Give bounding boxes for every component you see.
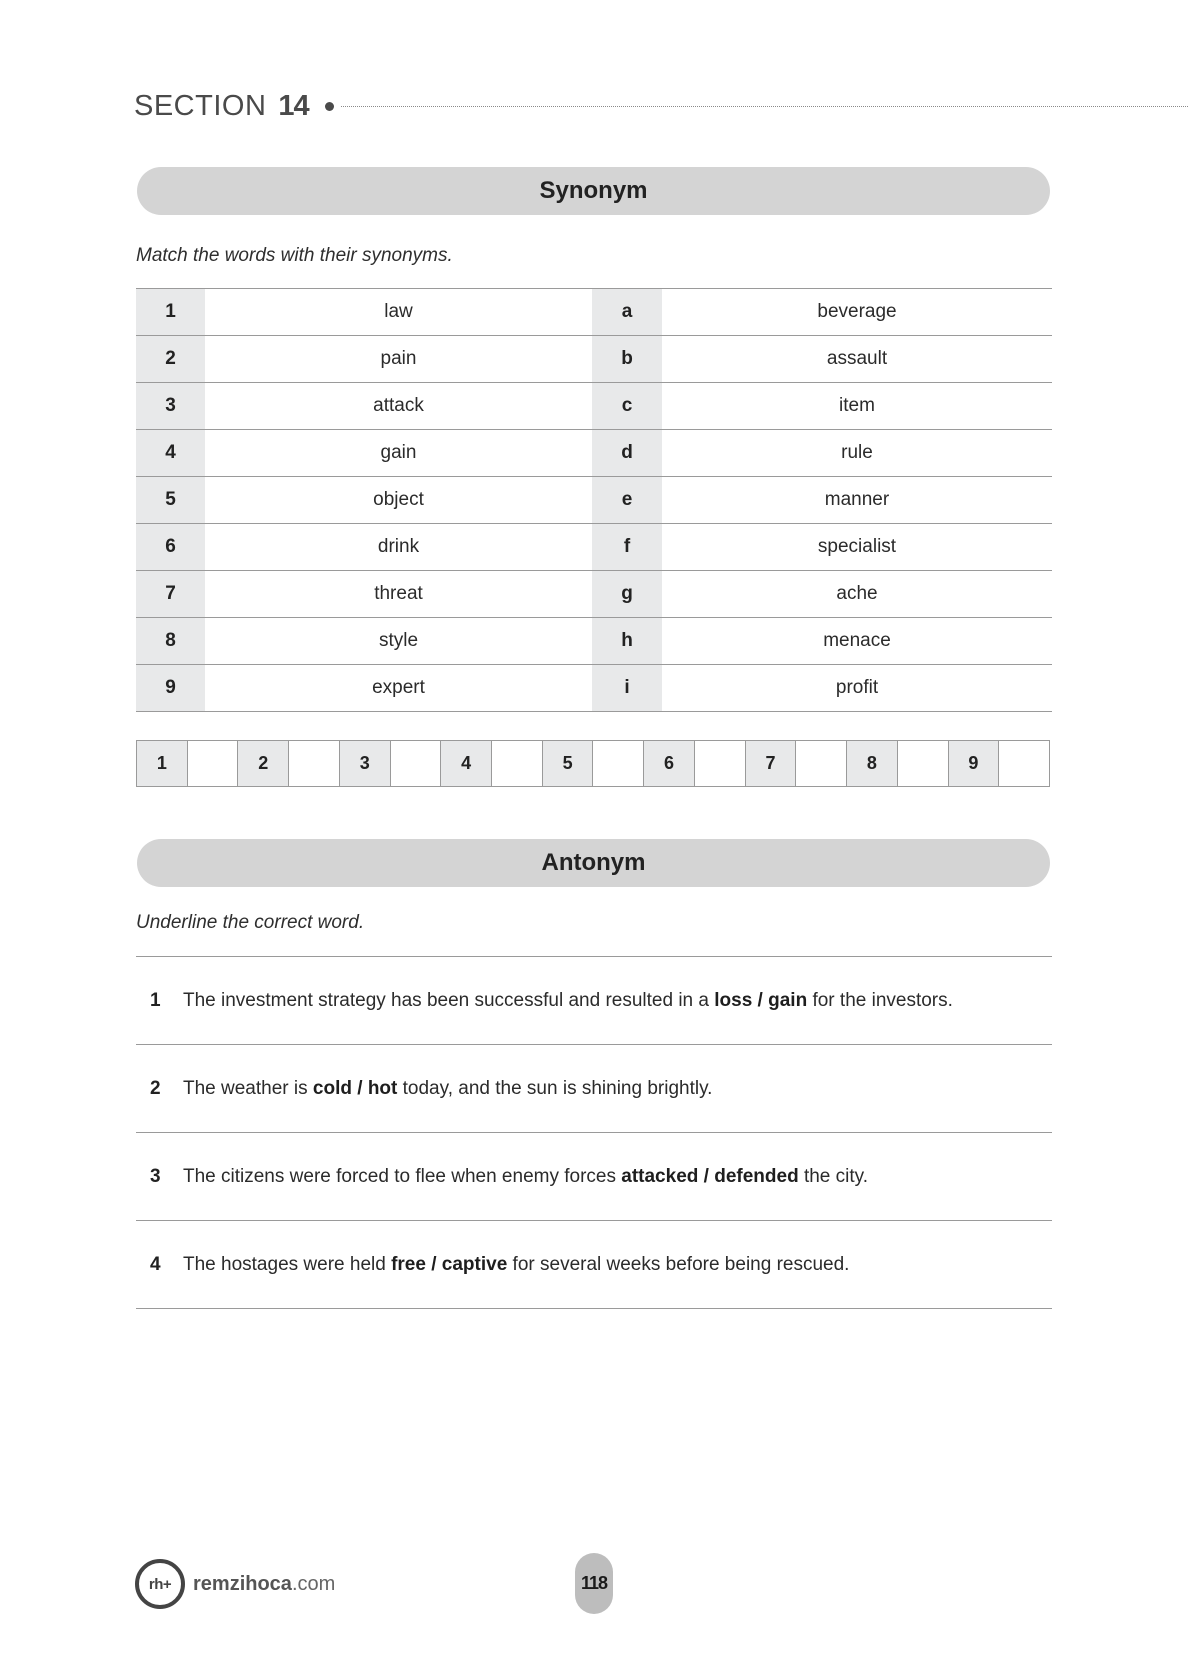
bullet-dot-icon — [325, 102, 334, 111]
brand-domain: .com — [291, 1572, 336, 1595]
option-separator: / — [351, 1077, 368, 1099]
word-number: 8 — [136, 618, 205, 664]
synonym-word: profit — [835, 677, 879, 698]
option-a[interactable]: loss — [714, 989, 753, 1011]
antonym-item — [136, 1133, 1052, 1221]
sentence-after: for several weeks before being rescued. — [507, 1253, 850, 1275]
option-b[interactable]: captive — [441, 1253, 508, 1275]
synonym-letter: g — [592, 571, 662, 617]
answer-number: 3 — [340, 741, 391, 786]
word: drink — [377, 536, 420, 557]
synonym-letter: b — [592, 336, 662, 382]
option-b[interactable]: hot — [367, 1077, 398, 1099]
match-row — [136, 289, 1052, 336]
synonym-letter: i — [592, 665, 662, 711]
synonym-letter: e — [592, 477, 662, 523]
page-number: 118 — [575, 1553, 613, 1614]
answer-box[interactable] — [695, 741, 746, 786]
synonym-word: beverage — [817, 301, 897, 322]
footer-logo — [135, 1559, 335, 1609]
dotted-divider — [341, 106, 1188, 107]
word-number: 6 — [136, 524, 205, 570]
section-number: 14 — [278, 89, 309, 122]
synonym-word: item — [839, 395, 875, 416]
word: law — [384, 301, 413, 322]
answer-number: 4 — [441, 741, 492, 786]
option-separator: / — [698, 1165, 715, 1187]
synonym-instruction: Match the words with their synonyms. — [136, 245, 453, 266]
match-row — [136, 430, 1052, 477]
word: style — [378, 630, 419, 651]
option-a[interactable]: attacked — [621, 1165, 699, 1187]
synonym-letter: d — [592, 430, 662, 476]
answer-box[interactable] — [289, 741, 340, 786]
answer-number: 7 — [746, 741, 797, 786]
match-row — [136, 571, 1052, 618]
synonym-letter: a — [592, 289, 662, 335]
word: gain — [380, 442, 417, 463]
antonym-instruction: Underline the correct word. — [136, 912, 365, 933]
synonym-letter: h — [592, 618, 662, 664]
synonym-answer-grid — [136, 740, 1050, 787]
synonym-word: rule — [841, 442, 873, 463]
rh-logo-icon: rh+ — [135, 1559, 185, 1609]
synonym-word: ache — [836, 583, 878, 604]
item-sentence — [183, 1254, 849, 1276]
match-row — [136, 383, 1052, 430]
answer-number: 6 — [644, 741, 695, 786]
item-number: 3 — [150, 1165, 161, 1187]
match-row — [136, 618, 1052, 665]
answer-box[interactable] — [898, 741, 949, 786]
word: attack — [373, 395, 424, 416]
answer-box[interactable] — [593, 741, 644, 786]
antonym-item — [136, 1045, 1052, 1133]
word-number: 5 — [136, 477, 205, 523]
answer-box[interactable] — [999, 741, 1049, 786]
word-number: 9 — [136, 665, 205, 711]
option-separator: / — [425, 1253, 442, 1275]
item-sentence — [183, 1166, 868, 1188]
section-label: SECTION — [134, 89, 267, 122]
item-number: 4 — [150, 1253, 161, 1275]
synonym-match-table — [136, 288, 1052, 712]
answer-number: 1 — [137, 741, 188, 786]
sentence-before: The hostages were held — [183, 1253, 392, 1275]
option-a[interactable]: free — [391, 1253, 426, 1275]
antonym-item — [136, 957, 1052, 1045]
answer-number: 8 — [847, 741, 898, 786]
answer-box[interactable] — [796, 741, 847, 786]
synonym-heading: Synonym — [137, 167, 1050, 215]
option-b[interactable]: gain — [768, 989, 808, 1011]
answer-number: 5 — [543, 741, 594, 786]
word-number: 7 — [136, 571, 205, 617]
item-sentence — [183, 990, 953, 1012]
word-number: 1 — [136, 289, 205, 335]
synonym-word: manner — [824, 489, 890, 510]
option-separator: / — [752, 989, 769, 1011]
website-name — [193, 1573, 335, 1596]
word: object — [373, 489, 424, 510]
item-sentence — [183, 1078, 712, 1100]
word-number: 2 — [136, 336, 205, 382]
word-number: 4 — [136, 430, 205, 476]
sentence-after: today, and the sun is shining brightly. — [397, 1077, 713, 1099]
match-row — [136, 524, 1052, 571]
answer-box[interactable] — [391, 741, 442, 786]
item-number: 1 — [150, 989, 161, 1011]
match-row — [136, 477, 1052, 524]
synonym-letter: f — [592, 524, 662, 570]
word: pain — [380, 348, 417, 369]
section-header — [134, 88, 334, 124]
sentence-after: the city. — [798, 1165, 869, 1187]
match-row — [136, 336, 1052, 383]
sentence-before: The weather is — [183, 1077, 313, 1099]
answer-number: 9 — [949, 741, 1000, 786]
answer-box[interactable] — [492, 741, 543, 786]
word: expert — [372, 677, 425, 698]
word: threat — [374, 583, 423, 604]
antonym-list — [136, 956, 1052, 1309]
antonym-item — [136, 1221, 1052, 1309]
synonym-word: specialist — [817, 536, 897, 557]
option-b[interactable]: defended — [714, 1165, 799, 1187]
synonym-word: assault — [826, 348, 888, 369]
answer-box[interactable] — [188, 741, 239, 786]
antonym-heading: Antonym — [137, 839, 1050, 887]
sentence-before: The citizens were forced to flee when enemy forces — [183, 1165, 622, 1187]
option-a[interactable]: cold — [312, 1077, 352, 1099]
sentence-after: for the investors. — [807, 989, 953, 1011]
match-row — [136, 665, 1052, 712]
item-number: 2 — [150, 1077, 161, 1099]
sentence-before: The investment strategy has been successful and resulted in a — [183, 989, 715, 1011]
synonym-word: menace — [823, 630, 891, 651]
answer-number: 2 — [238, 741, 289, 786]
brand-name: remzihoca — [193, 1572, 292, 1595]
synonym-letter: c — [592, 383, 662, 429]
word-number: 3 — [136, 383, 205, 429]
